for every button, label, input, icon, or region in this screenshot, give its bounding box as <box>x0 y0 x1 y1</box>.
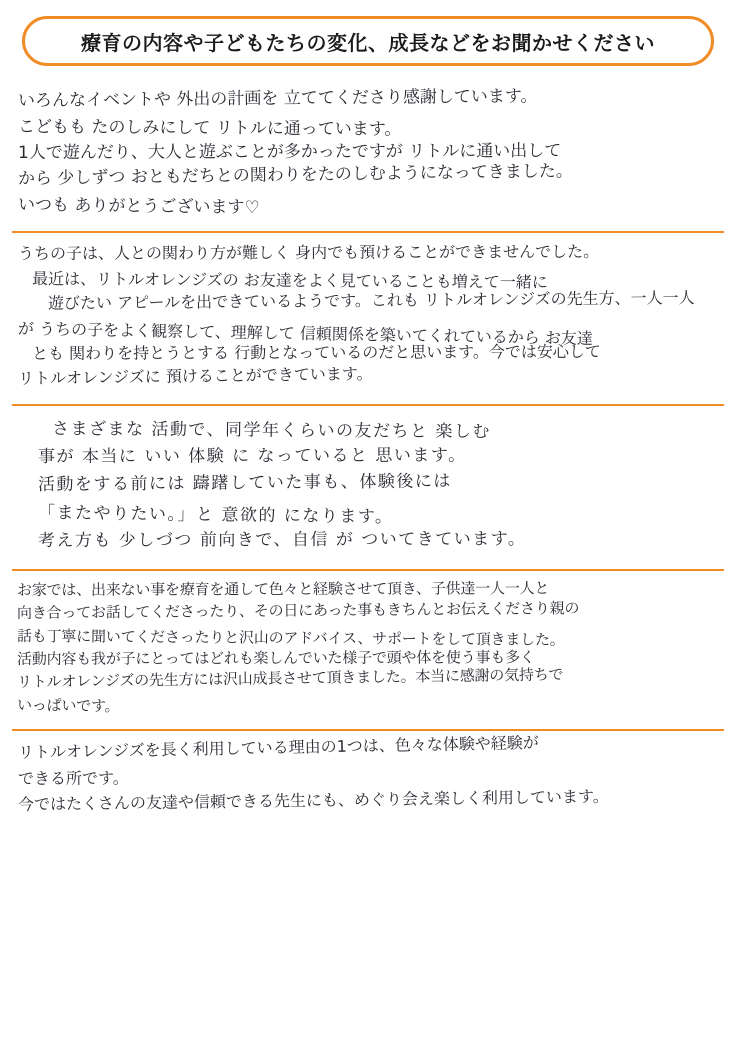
handwritten-line: 話も丁寧に聞いてくださったりと沢山のアドバイス、サポートをして頂きました。 <box>16 627 565 649</box>
handwritten-line: 「またやりたい。」と 意欲的 になります。 <box>37 503 394 528</box>
handwritten-line: 事が 本当に いい 体験 に なっていると 思います。 <box>37 445 467 467</box>
handwritten-line: 最近は、リトルオレンジズの お友達をよく見ていることも増えて一緒に <box>31 269 548 292</box>
handwritten-line: 1人で遊んだり、大人と遊ぶことが多かったですが リトルに通い出して <box>17 141 562 163</box>
handwritten-line: 活動内容も我が子にとってはどれも楽しんでいた様子で頭や体を使う事も多く <box>16 648 535 668</box>
handwritten-line: リトルオレンジズを長く利用している理由の1つは、色々な体験や経験が <box>17 733 539 762</box>
handwritten-line: 今ではたくさんの友達や信頼できる先生にも、めぐり会え楽しく利用しています。 <box>17 786 609 814</box>
testimonial-list <box>12 80 724 831</box>
testimonial-entry <box>12 569 724 729</box>
handwritten-line: こどもも たのしみにして リトルに通っています。 <box>17 117 402 140</box>
handwritten-line: リトルオレンジズに 預けることができています。 <box>17 364 373 388</box>
handwritten-line: さまざまな 活動で、同学年くらいの友だちと 楽しむ <box>51 419 492 443</box>
handwritten-line: 遊びたい アピールを出できているようです。これも リトルオレンジズの先生方、一人一人 <box>47 288 695 313</box>
testimonial-entry <box>12 80 724 231</box>
handwritten-line: できる所です。 <box>17 768 129 788</box>
header-banner <box>22 16 714 66</box>
testimonial-entry <box>12 404 724 569</box>
testimonial-entry <box>12 729 724 831</box>
handwritten-line: うちの子は、人との関わり方が難しく 身内でも預けることができませんでした。 <box>17 241 600 263</box>
handwritten-line: が うちの子をよく観察して、理解して 信頼関係を築いてくれているから お友達 <box>17 319 594 349</box>
handwritten-line: から 少しずつ おともだちとの関わりをたのしむようになってきました。 <box>17 161 573 189</box>
handwritten-line: お家では、出来ない事を療育を通して色々と経験させて頂き、子供達一人一人と <box>16 579 550 599</box>
handwritten-line: いろんなイベントや 外出の計画を 立ててくださり感謝しています。 <box>17 86 538 111</box>
handwritten-line: いっぱいです。 <box>16 696 120 716</box>
handwritten-line: 考え方も 少しづつ 前向きで、自信 が ついてきています。 <box>37 529 527 551</box>
handwritten-line: とも 関わりを持とうとする 行動となっているのだと思います。今では安心して <box>31 341 601 363</box>
testimonial-entry <box>12 231 724 404</box>
handwritten-line: 活動をする前には 躊躇していた事も、体験後には <box>37 471 452 495</box>
handwritten-line: いつも ありがとうございます♡ <box>17 195 260 218</box>
handwritten-line: リトルオレンジズの先生方には沢山成長させて頂きました。本当に感謝の気持ちで <box>16 665 564 691</box>
handwritten-line: 向き合ってお話してくださったり、その日にあった事もきちんとお伝えくださり親の <box>16 599 580 622</box>
page-title: 療育の内容や子どもたちの変化、成長などをお聞かせください <box>81 32 655 55</box>
